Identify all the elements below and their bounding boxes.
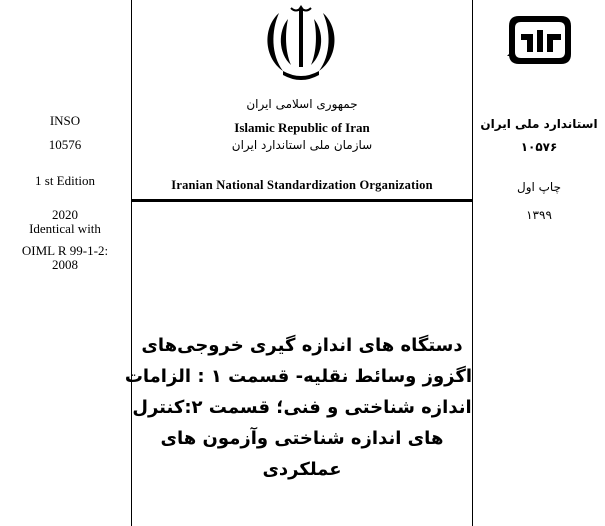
standard-label-fa: استاندارد ملی ایران: [480, 117, 598, 131]
header-fa: جمهوری اسلامی ایران: [246, 97, 358, 111]
inso-label: INSO: [49, 113, 81, 128]
left-column: [0, 0, 130, 526]
title-line: اندازه شناختی و فنی؛ قسمت ۲:کنترل: [132, 397, 472, 418]
standard-number-fa: ۱۰۵۷۶: [520, 140, 558, 154]
standard-number-en: 10576: [48, 137, 82, 152]
isiri-standard-logo-icon: [505, 12, 575, 68]
document-title: [124, 330, 472, 485]
edition-fa: چاپ اول: [516, 180, 562, 194]
org-fa: سازمان ملی استاندارد ایران: [231, 138, 373, 152]
right-column: [473, 0, 605, 526]
iran-emblem-icon: [261, 5, 341, 83]
year-fa: ۱۳۹۹: [526, 208, 552, 222]
identical-line-1: Identical with: [29, 221, 101, 236]
identical-line-3: 2008: [52, 257, 78, 272]
org-en: Iranian National Standardization Organization: [171, 178, 433, 192]
title-line: اگزوز وسائط نقلیه- قسمت ۱ : الزامات: [124, 366, 472, 387]
identical-line-2: OIML R 99-1-2:: [21, 243, 109, 258]
center-column: [124, 0, 472, 526]
edition-en: 1 st Edition: [35, 173, 95, 188]
header-rule: [132, 199, 472, 202]
title-line: دستگاه های اندازه گیری خروجی‌های: [141, 335, 463, 356]
header-en: Islamic Republic of Iran: [234, 120, 370, 135]
title-line: عملکردی: [262, 459, 342, 480]
year-en: 2020: [52, 207, 78, 222]
title-line: های اندازه شناختی وآزمون های: [160, 428, 444, 449]
